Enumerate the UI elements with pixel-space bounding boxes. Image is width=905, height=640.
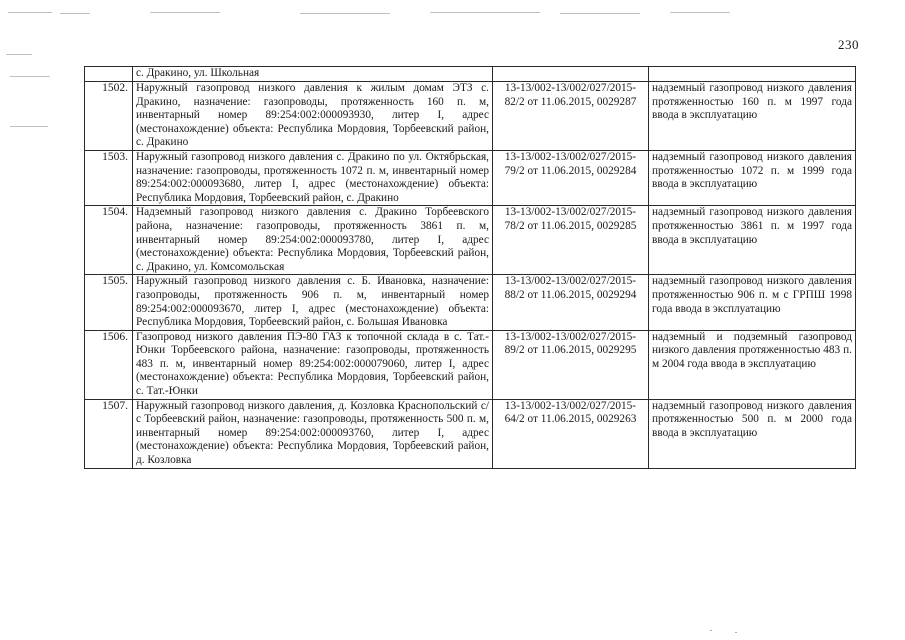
row-number-cell (85, 67, 133, 82)
characteristics-cell: надземный газопровод низкого давления протяженностью 906 п. м с ГРПШ 1998 года ввода в эксплуатацию (649, 275, 856, 330)
row-number-cell: 1507. (85, 399, 133, 468)
description-cell: с. Дракино, ул. Школьная (133, 67, 493, 82)
page-number: 230 (838, 37, 859, 52)
scan-artifact (300, 13, 390, 14)
scan-artifact (8, 12, 52, 13)
registration-cell: 13-13/002-13/002/027/2015-88/2 от 11.06.2015, 0029294 (493, 275, 649, 330)
characteristics-cell: надземный газопровод низкого давления протяженностью 1072 п. м 1999 года ввода в эксплуатацию (649, 150, 856, 205)
row-number-cell: 1506. (85, 330, 133, 399)
characteristics-cell: надземный газопровод низкого давления протяженностью 160 п. м 1997 года ввода в эксплуатацию (649, 82, 856, 151)
scan-artifact (735, 632, 737, 633)
table-row (85, 330, 856, 399)
description-cell: Газопровод низкого давления ПЭ-80 ГАЗ к топочной склада в с. Тат.-Юнки Торбеевского района, назначение: газопроводы, протяженность 483 п. м, инвентарный номер 89:254:002:000079060, литер I, адрес (местонахождение) объекта: Республика Мордовия, Торбеевский район, с. Тат.-Юнки (133, 330, 493, 399)
scan-artifact (710, 630, 712, 631)
description-cell: Наружный газопровод низкого давления с. Дракино по ул. Октябрьская, назначение: газопроводы, протяженность 1072 п. м, инвентарный номер 89:254:002:000093680, литер I, адрес (местонахождение) объекта: Республика Мордовия, Торбеевский район, с. Дракино (133, 150, 493, 205)
scan-artifact (10, 126, 48, 127)
characteristics-cell: надземный и подземный газопровод низкого давления протяженностью 483 п. м 2004 года ввода в эксплуатацию (649, 330, 856, 399)
description-cell: Наружный газопровод низкого давления, д. Козловка Краснопольский с/с Торбеевский район, назначение: газопроводы, протяженность 500 п. м, инвентарный номер 89:254:002:000093760, литер I, адрес (местонахождение) объекта: Республика Мордовия, Торбеевский район, д. Козловка (133, 399, 493, 468)
registration-cell (493, 67, 649, 82)
characteristics-cell: надземный газопровод низкого давления протяженностью 500 п. м 2000 года ввода в эксплуатацию (649, 399, 856, 468)
scan-artifact (560, 13, 640, 14)
row-number-cell: 1503. (85, 150, 133, 205)
description-cell: Наружный газопровод низкого давления к жилым домам ЭТЗ с. Дракино, назначение: газопроводы, протяженность 160 п. м, инвентарный номер 89:254:002:000093930, литер I, адрес (местонахождение) объекта: Республика Мордовия, Торбеевский район, с. Дракино (133, 82, 493, 151)
description-cell: Наружный газопровод низкого давления с. Б. Ивановка, назначение: газопроводы, протяженность 906 п. м, инвентарный номер 89:254:002:000093670, литер I, адрес (местонахождение) объекта: Республика Мордовия, Торбеевский район, с. Большая Ивановка (133, 275, 493, 330)
characteristics-cell (649, 67, 856, 82)
table-row (85, 275, 856, 330)
registration-cell: 13-13/002-13/002/027/2015-64/2 от 11.06.2015, 0029263 (493, 399, 649, 468)
registration-cell: 13-13/002-13/002/027/2015-78/2 от 11.06.2015, 0029285 (493, 206, 649, 275)
row-number-cell: 1505. (85, 275, 133, 330)
registration-cell: 13-13/002-13/002/027/2015-79/2 от 11.06.2015, 0029284 (493, 150, 649, 205)
row-number-cell: 1502. (85, 82, 133, 151)
table-row (85, 82, 856, 151)
scan-artifact (670, 12, 730, 13)
table-row (85, 399, 856, 468)
continued-row (85, 67, 856, 82)
table-row (85, 206, 856, 275)
description-cell: Надземный газопровод низкого давления с. Дракино Торбеевского района, назначение: газопроводы, протяженность 3861 п. м, инвентарный номер 89:254:002:000093780, литер I, адрес (местонахождение) объекта: Республика Мордовия, Торбеевский район, с. Дракино, ул. Комсомольская (133, 206, 493, 275)
scan-artifact (60, 13, 90, 14)
scan-artifact (150, 12, 220, 13)
row-number-cell: 1504. (85, 206, 133, 275)
table-row (85, 150, 856, 205)
characteristics-cell: надземный газопровод низкого давления протяженностью 3861 п. м 1997 года ввода в эксплуатацию (649, 206, 856, 275)
property-register-table (84, 66, 856, 469)
registration-cell: 13-13/002-13/002/027/2015-89/2 от 11.06.2015, 0029295 (493, 330, 649, 399)
scan-artifact (6, 54, 32, 55)
registration-cell: 13-13/002-13/002/027/2015-82/2 от 11.06.2015, 0029287 (493, 82, 649, 151)
scan-artifact (430, 12, 540, 13)
scan-artifact (10, 76, 50, 77)
